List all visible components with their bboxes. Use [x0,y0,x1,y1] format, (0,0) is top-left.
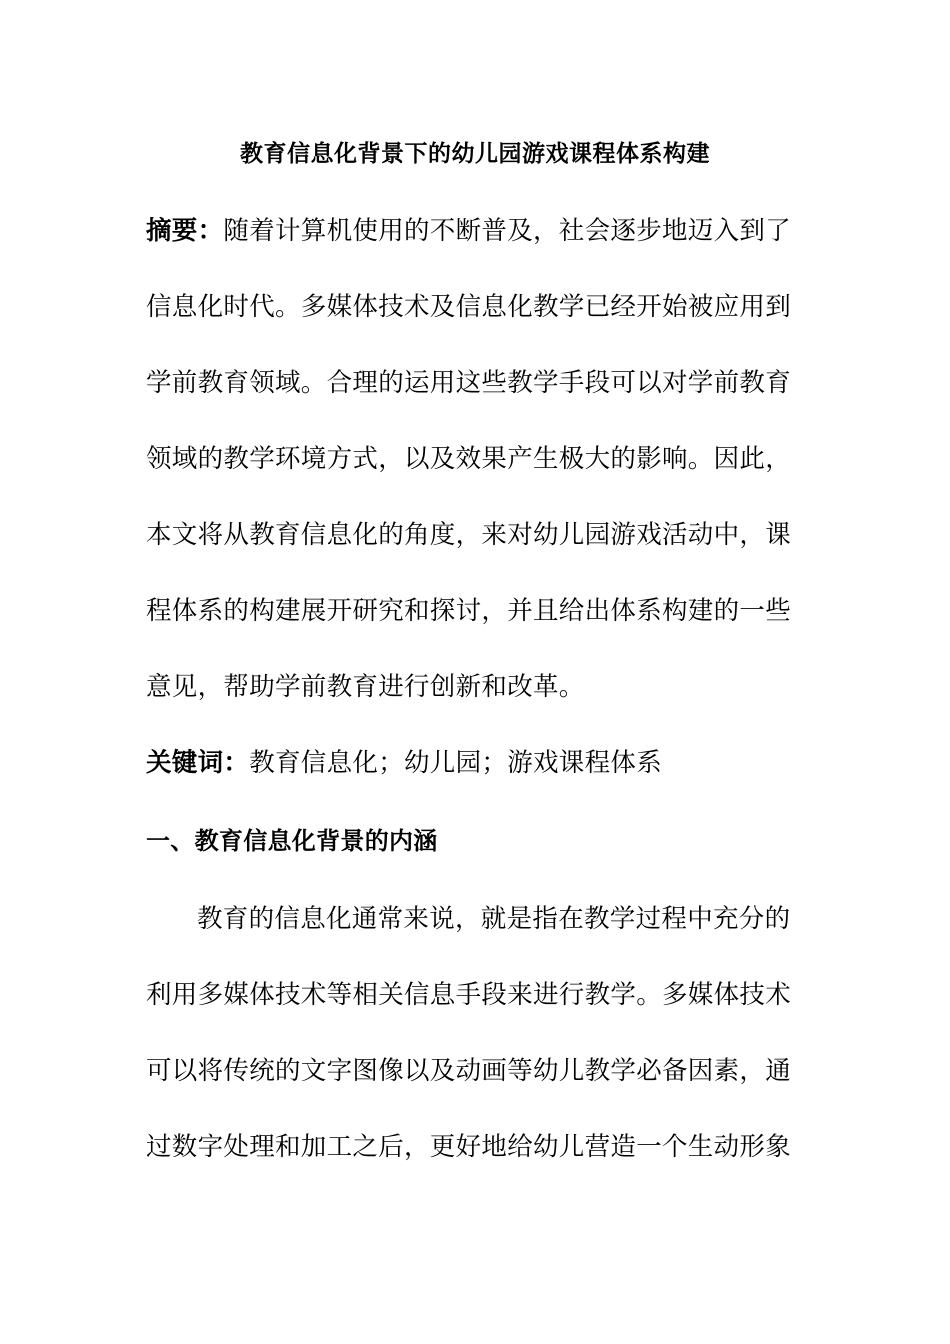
abstract-line-4: 领域的教学环境方式，以及效果产生极大的影响。因此， [146,444,792,474]
abstract-label: 摘要： [146,216,224,246]
paragraph-line-4: 过数字处理和加工之后，更好地给幼儿营造一个生动形象 [146,1132,792,1162]
abstract-block [146,193,808,725]
keywords-line [146,725,808,801]
abstract-line-5: 本文将从教育信息化的角度，来对幼儿园游戏活动中，课 [146,520,792,550]
abstract-line-1 [146,193,808,269]
keywords-block [146,725,808,801]
paragraph-line-3: 可以将传统的文字图像以及动画等幼儿教学必备因素，通 [146,1056,792,1086]
section-1-paragraph [146,881,808,1185]
keywords-text: 教育信息化；幼儿园；游戏课程体系 [249,748,663,778]
abstract-line-3: 学前教育领域。合理的运用这些教学手段可以对学前教育 [146,368,792,398]
document-title: 教育信息化背景下的幼儿园游戏课程体系构建 [240,140,710,167]
abstract-text-1: 随着计算机使用的不断普及，社会逐步地迈入到了 [223,216,792,246]
section-heading-1: 一、教育信息化背景的内涵 [146,826,438,855]
abstract-line-6: 程体系的构建展开研究和探讨，并且给出体系构建的一些 [146,596,792,626]
keywords-label: 关键词： [146,748,250,778]
abstract-line-2: 信息化时代。多媒体技术及信息化教学已经开始被应用到 [146,292,792,322]
paragraph-line-1: 教育的信息化通常来说，就是指在教学过程中充分的 [197,904,791,934]
abstract-line-7: 意见，帮助学前教育进行创新和改革。 [146,672,585,702]
paragraph-line-2: 利用多媒体技术等相关信息手段来进行教学。多媒体技术 [146,980,792,1010]
